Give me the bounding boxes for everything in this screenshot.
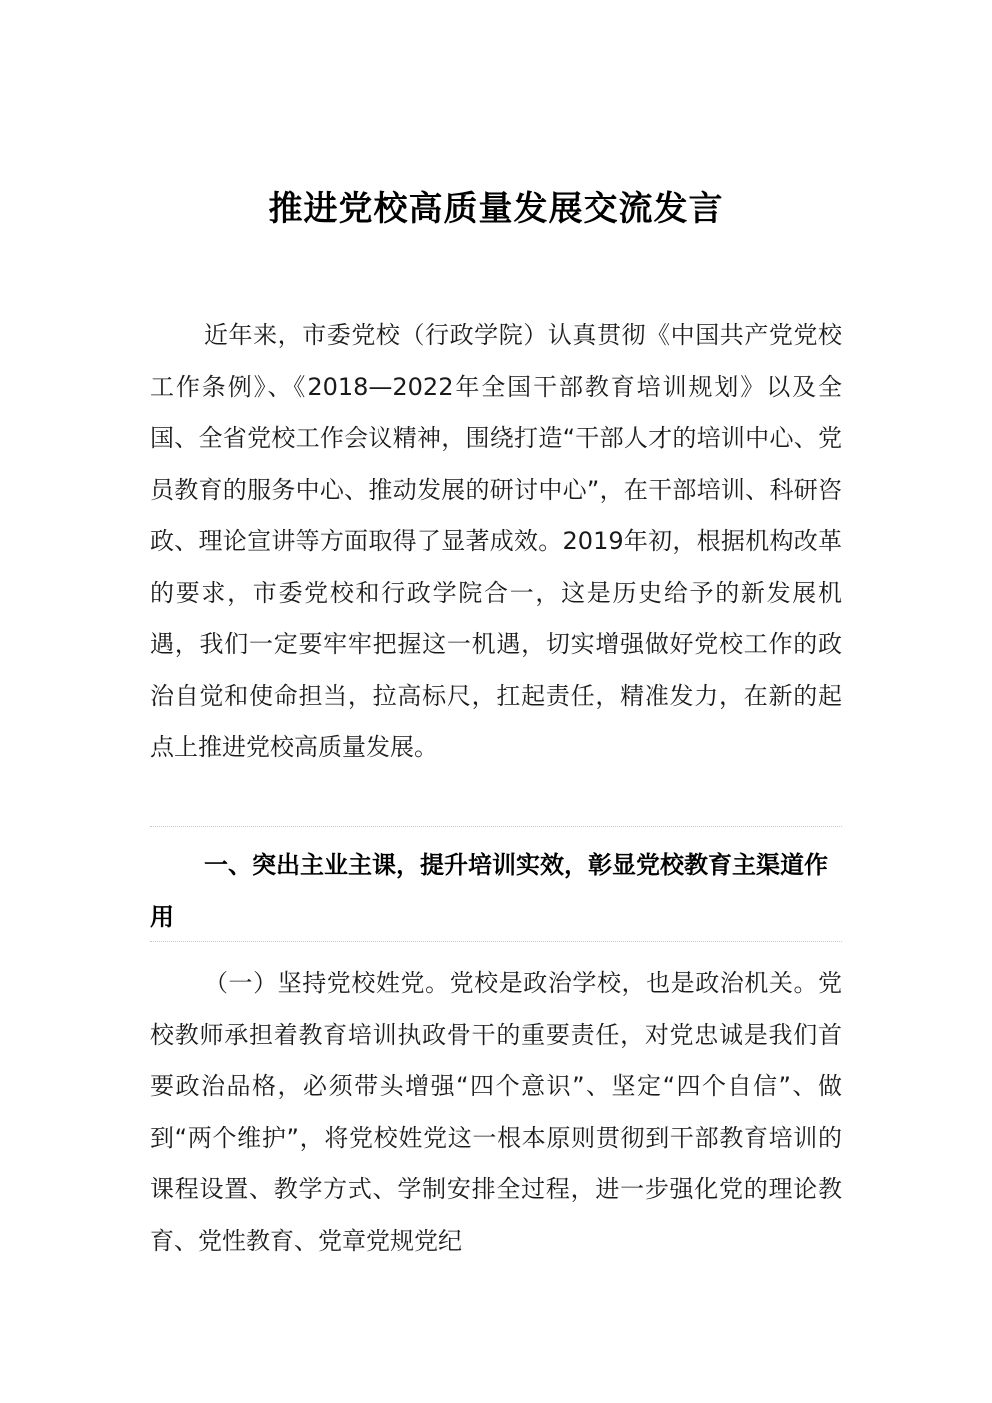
intro-paragraph: 近年来，市委党校（行政学院）认真贯彻《中国共产党党校工作条例》、《2018—2022年全国干部教育培训规划》以及全国、全省党校工作会议精神，围绕打造“干部人才的培训中心、党员教育的服务中心、推动发展的研讨中心”，在干部培训、科研咨政、理论宣讲等方面取得了显著成效。2019年初，根据机构改革的要求，市委党校和行政学院合一，这是历史给予的新发展机遇，我们一定要牢牢把握这一机遇，切实增强做好党校工作的政治自觉和使命担当，拉高标尺，扛起责任，精准发力，在新的起点上推进党校高质量发展。 bbox=[150, 321, 842, 761]
section-paragraph: （一）坚持党校姓党。党校是政治学校，也是政治机关。党校教师承担着教育培训执政骨干的重要责任，对党忠诚是我们首要政治品格，必须带头增强“四个意识”、坚定“四个自信”、做到“两个维护”，将党校姓党这一根本原则贯彻到干部教育培训的课程设置、教学方式、学制安排全过程，进一步强化党的理论教育、党性教育、党章党规党纪 bbox=[150, 969, 842, 1255]
divider-line bbox=[150, 941, 842, 942]
divider-line bbox=[150, 826, 842, 827]
section-heading: 一、突出主业主课，提升培训实效，彰显党校教育主渠道作用 bbox=[150, 851, 828, 931]
document-title: 推进党校高质量发展交流发言 bbox=[268, 188, 724, 229]
